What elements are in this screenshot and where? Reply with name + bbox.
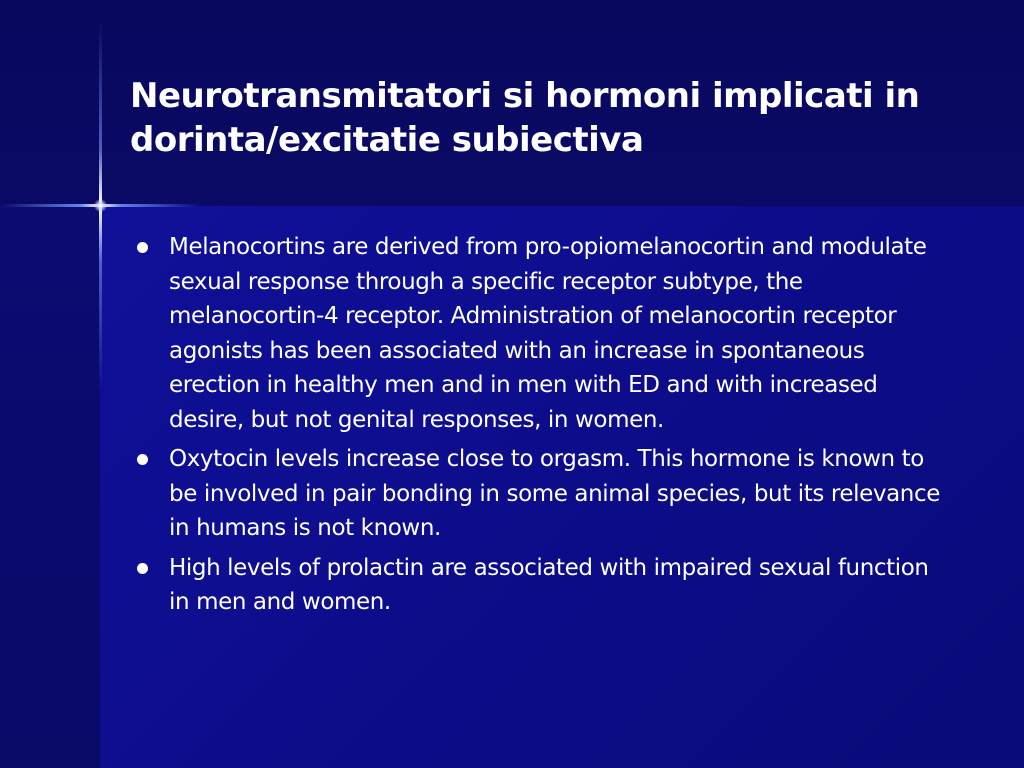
bullet-text: High levels of prolactin are associated with impaired sexual function in men and women. [169, 554, 929, 615]
bullet-text: Oxytocin levels increase close to orgasm. This hormone is known to be involved in pair bonding in some animal species, but its relevance in humans is not known. [169, 446, 940, 541]
left-margin-background [0, 206, 100, 768]
bullet-item-oxytocin [133, 442, 953, 546]
star-flare-icon [94, 199, 107, 212]
bullet-text: Melanocortins are derived from pro-opiomelanocortin and modulate sexual response through a specific receptor subtype, the melanocortin-4 receptor. Administration of melanocortin receptor agonists has been associated with an increase in spontaneous erection in healthy men and in men with ED and with increased desire, but not genital responses, in women. [169, 234, 927, 433]
bullet-item-prolactin [133, 551, 953, 620]
bullet-dot-icon [137, 454, 148, 465]
bullet-dot-icon [137, 563, 148, 574]
bullet-dot-icon [137, 242, 148, 253]
bullet-list [133, 230, 953, 625]
slide-title: Neurotransmitatori si hormoni implicati in dorinta/excitatie subiectiva [130, 76, 920, 160]
bullet-item-melanocortins [133, 230, 953, 437]
